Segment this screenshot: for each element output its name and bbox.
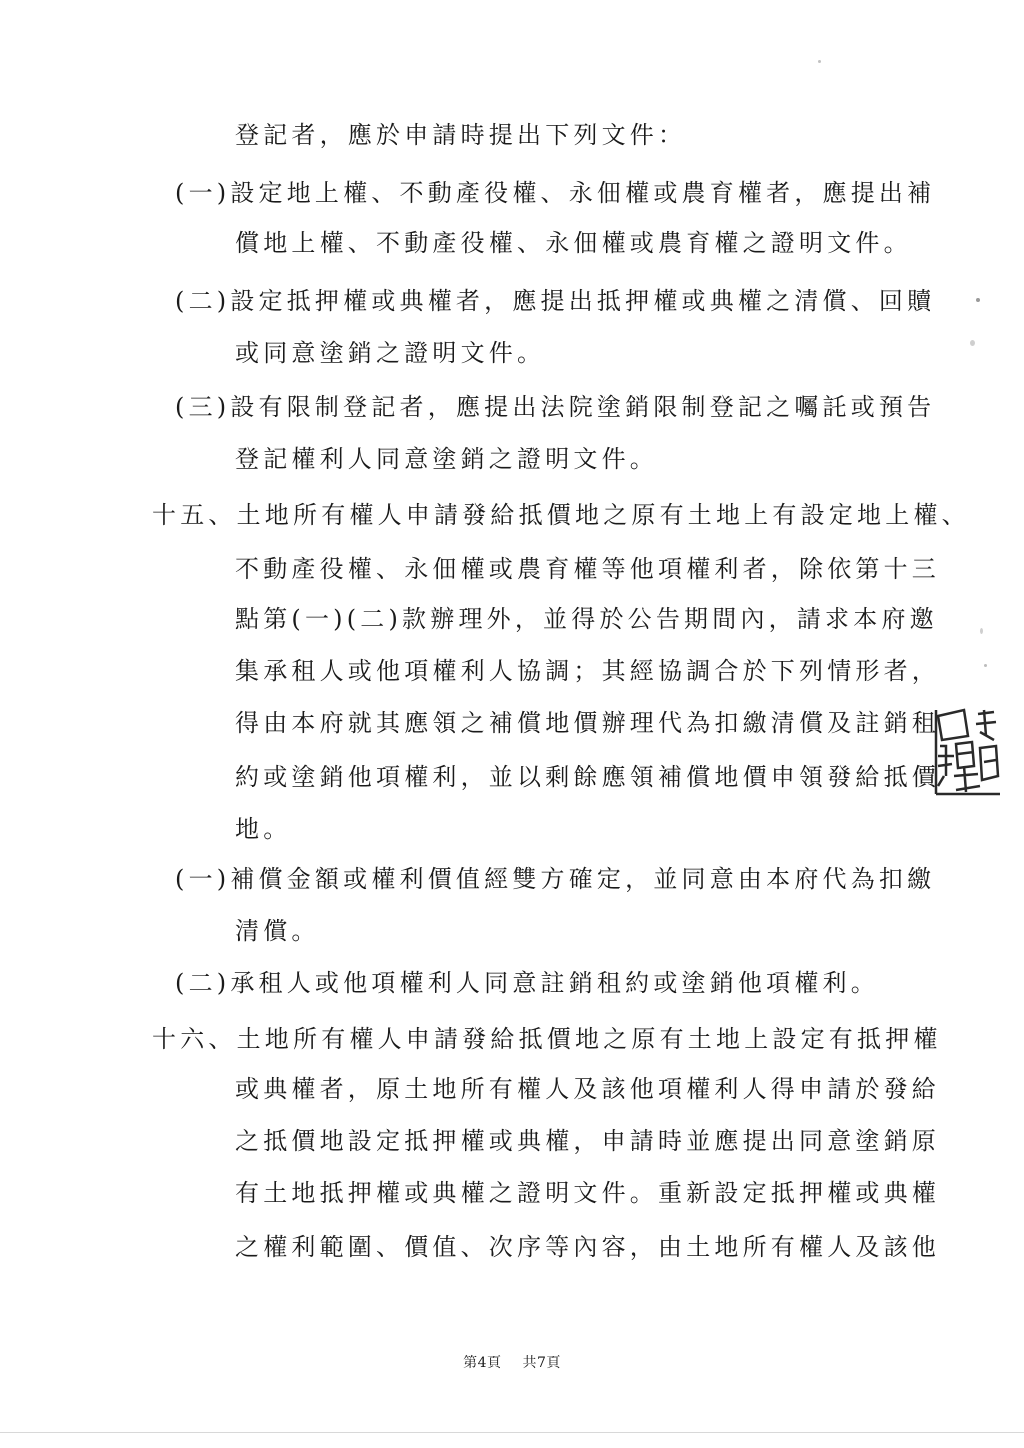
text-line: (二)設定抵押權或典權者，應提出抵押權或典權之清償、回贖 — [175, 287, 936, 315]
text-line: (一)設定地上權、不動產役權、永佃權或農育權者，應提出補 — [175, 179, 936, 207]
text-line: 或同意塗銷之證明文件。 — [235, 339, 546, 367]
text-line: 有土地抵押權或典權之證明文件。重新設定抵押權或典權 — [235, 1179, 940, 1207]
page-footer — [0, 1352, 1024, 1372]
section-heading-line: 十六、土地所有權人申請發給抵價地之原有土地上設定有抵押權 — [152, 1025, 942, 1053]
text-line: (二)承租人或他項權利人同意註銷租約或塗銷他項權利。 — [175, 969, 879, 997]
scan-speck — [984, 664, 987, 667]
text-line: (三)設有限制登記者，應提出法院塗銷限制登記之囑託或預告 — [175, 393, 936, 421]
scan-edge — [0, 1432, 1024, 1433]
text-line: 登記權利人同意塗銷之證明文件。 — [235, 445, 658, 473]
text-line: 登記者，應於申請時提出下列文件： — [235, 121, 687, 149]
text-line: 之抵價地設定抵押權或典權，申請時並應提出同意塗銷原 — [235, 1127, 940, 1155]
page-total: 共7頁 — [522, 1355, 561, 1371]
page-number: 第4頁 — [463, 1355, 502, 1371]
seal-stamp-icon — [934, 706, 1004, 798]
scan-speck — [980, 628, 983, 634]
scan-speck — [818, 60, 821, 63]
text-line: 地。 — [235, 815, 292, 843]
text-line: 或典權者，原土地所有權人及該他項權利人得申請於發給 — [235, 1075, 940, 1103]
text-line: 約或塗銷他項權利，並以剩餘應領補償地價申領發給抵價 — [235, 763, 940, 791]
text-line: (一)補償金額或權利價值經雙方確定，並同意由本府代為扣繳 — [175, 865, 936, 893]
text-line: 不動產役權、永佃權或農育權等他項權利者，除依第十三 — [235, 555, 940, 583]
section-heading-line: 十五、土地所有權人申請發給抵價地之原有土地上有設定地上權、 — [152, 501, 970, 529]
scan-speck — [976, 298, 980, 302]
text-line: 點第(一)(二)款辦理外，並得於公告期間內，請求本府邀 — [235, 605, 938, 633]
scan-speck — [970, 340, 975, 346]
text-line: 之權利範圍、價值、次序等內容，由土地所有權人及該他 — [235, 1233, 940, 1261]
text-line: 償地上權、不動產役權、永佃權或農育權之證明文件。 — [235, 229, 912, 257]
text-line: 得由本府就其應領之補償地價辦理代為扣繳清償及註銷租 — [235, 709, 940, 737]
text-line: 集承租人或他項權利人協調；其經協調合於下列情形者， — [235, 657, 940, 685]
text-line: 清償。 — [235, 917, 320, 945]
